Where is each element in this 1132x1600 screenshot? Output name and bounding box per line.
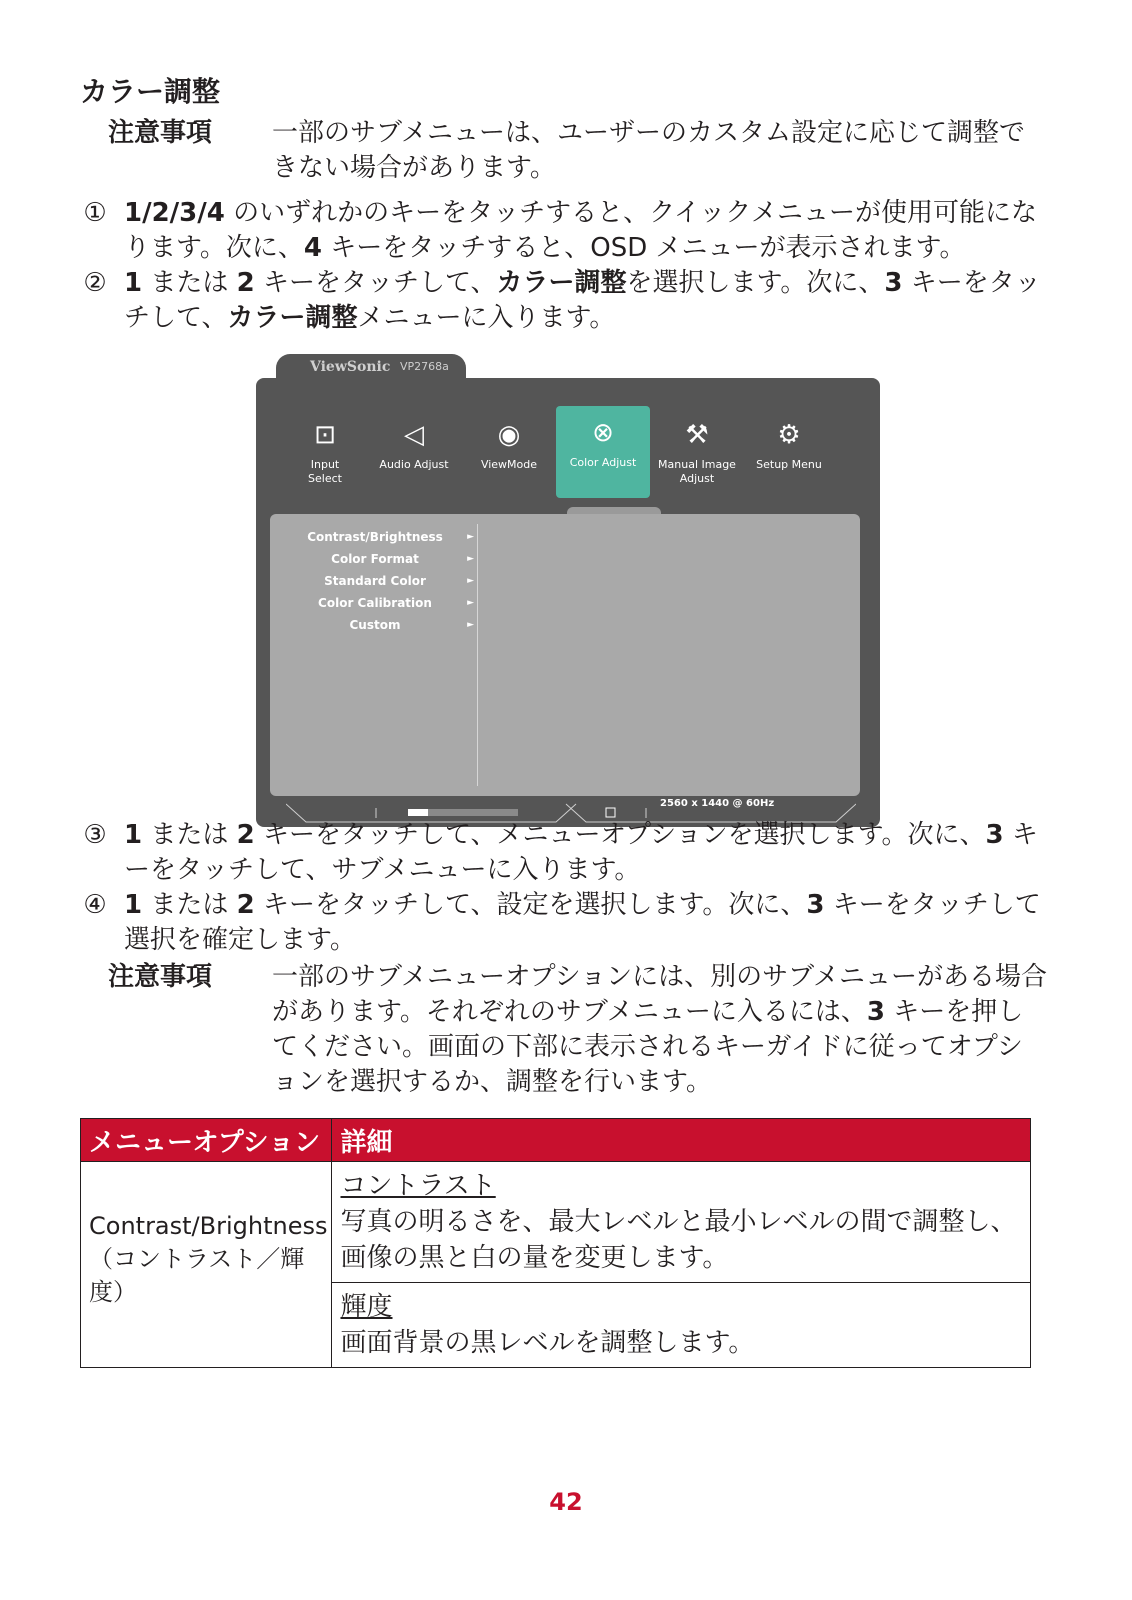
osd-icon-label: Setup Menu	[756, 458, 822, 471]
arrow-right-icon: ►	[467, 620, 474, 630]
step-2	[80, 266, 1060, 336]
osd-icon-label: ViewMode	[480, 458, 538, 471]
table-detail-cell	[332, 1162, 1031, 1283]
step-text: 1 または 2 キーをタッチして、メニューオプションを選択します。次に、3 キーをタッチして、サブメニューに入ります。	[124, 820, 1038, 885]
detail-text: 画面背景の黒レベルを調整します。	[340, 1328, 755, 1358]
note-1	[108, 116, 1048, 186]
table-detail-cell	[332, 1283, 1031, 1368]
step-1	[80, 196, 1060, 266]
speaker-icon: ◁	[404, 420, 424, 450]
osd-menu-item[interactable]: Contrast/Brightness ►	[290, 526, 460, 548]
step-number: ①	[83, 198, 107, 228]
gear-icon: ⚙	[777, 420, 801, 450]
osd-screenshot	[256, 354, 880, 827]
note-label: 注意事項	[108, 962, 213, 992]
step-3	[80, 818, 1060, 888]
osd-body	[256, 378, 880, 827]
osd-menu-item[interactable]: Standard Color ►	[290, 570, 460, 592]
tools-icon: ⚒	[685, 420, 709, 450]
detail-text: 写真の明るさを、最大レベルと最小レベルの間で調整し、画像の黒と白の量を変更します。	[340, 1207, 1017, 1273]
note-text: 一部のサブメニューは、ユーザーのカスタム設定に応じて調整できない場合があります。	[272, 118, 1025, 183]
detail-title: 輝度	[340, 1292, 393, 1322]
osd-input-select[interactable]	[278, 408, 372, 508]
osd-icon-row	[256, 408, 880, 508]
detail-title: コントラスト	[340, 1171, 496, 1201]
step-number: ④	[83, 890, 107, 920]
step-number: ③	[83, 820, 107, 850]
arrow-right-icon: ►	[467, 598, 474, 608]
osd-model: VP2768a	[400, 360, 449, 373]
page-number: 42	[549, 1488, 583, 1516]
table-row	[81, 1162, 1031, 1283]
table-header: メニューオプション	[81, 1119, 332, 1162]
color-circles-icon: ⊗	[592, 418, 614, 448]
arrow-right-icon: ►	[467, 576, 474, 586]
step-text: 1 または 2 キーをタッチして、カラー調整を選択します。次に、3 キーをタッチして、カラー調整メニューに入ります。	[124, 268, 1041, 333]
osd-submenu-panel	[270, 514, 860, 796]
eye-icon: ◉	[497, 420, 521, 450]
step-4	[80, 888, 1060, 958]
osd-icon-label: Manual Image Adjust	[658, 458, 736, 485]
note-label: 注意事項	[108, 118, 213, 148]
table-header: 詳細	[332, 1119, 1031, 1162]
osd-menu-item[interactable]: Color Format ►	[290, 548, 460, 570]
osd-brand: ViewSonic	[310, 359, 391, 375]
osd-divider	[477, 524, 478, 786]
osd-viewmode[interactable]	[462, 408, 556, 508]
osd-color-adjust[interactable]	[556, 406, 650, 498]
arrow-right-icon: ►	[467, 532, 474, 542]
osd-submenu-list	[290, 526, 474, 636]
osd-menu-item[interactable]: Color Calibration ►	[290, 592, 460, 614]
osd-menu-item[interactable]: Custom ►	[290, 614, 460, 636]
section-heading: カラー調整	[80, 75, 221, 108]
osd-manual-image-adjust[interactable]	[650, 408, 744, 508]
options-table	[80, 1118, 1031, 1368]
osd-icon-label: Input Select	[308, 458, 342, 485]
osd-setup-menu[interactable]	[742, 408, 836, 508]
table-option-cell: Contrast/Brightness（コントラスト／輝度）	[81, 1162, 332, 1368]
osd-icon-label: Color Adjust	[569, 456, 637, 469]
step-text: 1 または 2 キーをタッチして、設定を選択します。次に、3 キーをタッチして選択を確定します。	[124, 890, 1041, 955]
arrow-right-icon: ►	[467, 554, 474, 564]
osd-audio-adjust[interactable]	[367, 408, 461, 508]
table-header-row	[81, 1119, 1031, 1162]
step-number: ②	[83, 268, 107, 298]
osd-icon-label: Audio Adjust	[379, 458, 449, 471]
osd-resolution: 2560 x 1440 @ 60Hz	[660, 798, 775, 809]
input-select-icon: ⊡	[314, 420, 336, 450]
step-text: 1/2/3/4 のいずれかのキーをタッチすると、クイックメニューが使用可能になります。次に、4 キーをタッチすると、OSD メニューが表示されます。	[124, 198, 1038, 263]
note-text: 一部のサブメニューオプションには、別のサブメニューがある場合があります。それぞれのサブメニューに入るには、3 キーを押してください。画面の下部に表示されるキーガイドに従ってオプションを選択するか、調整を行います。	[272, 962, 1048, 1097]
note-2	[108, 960, 1048, 1100]
